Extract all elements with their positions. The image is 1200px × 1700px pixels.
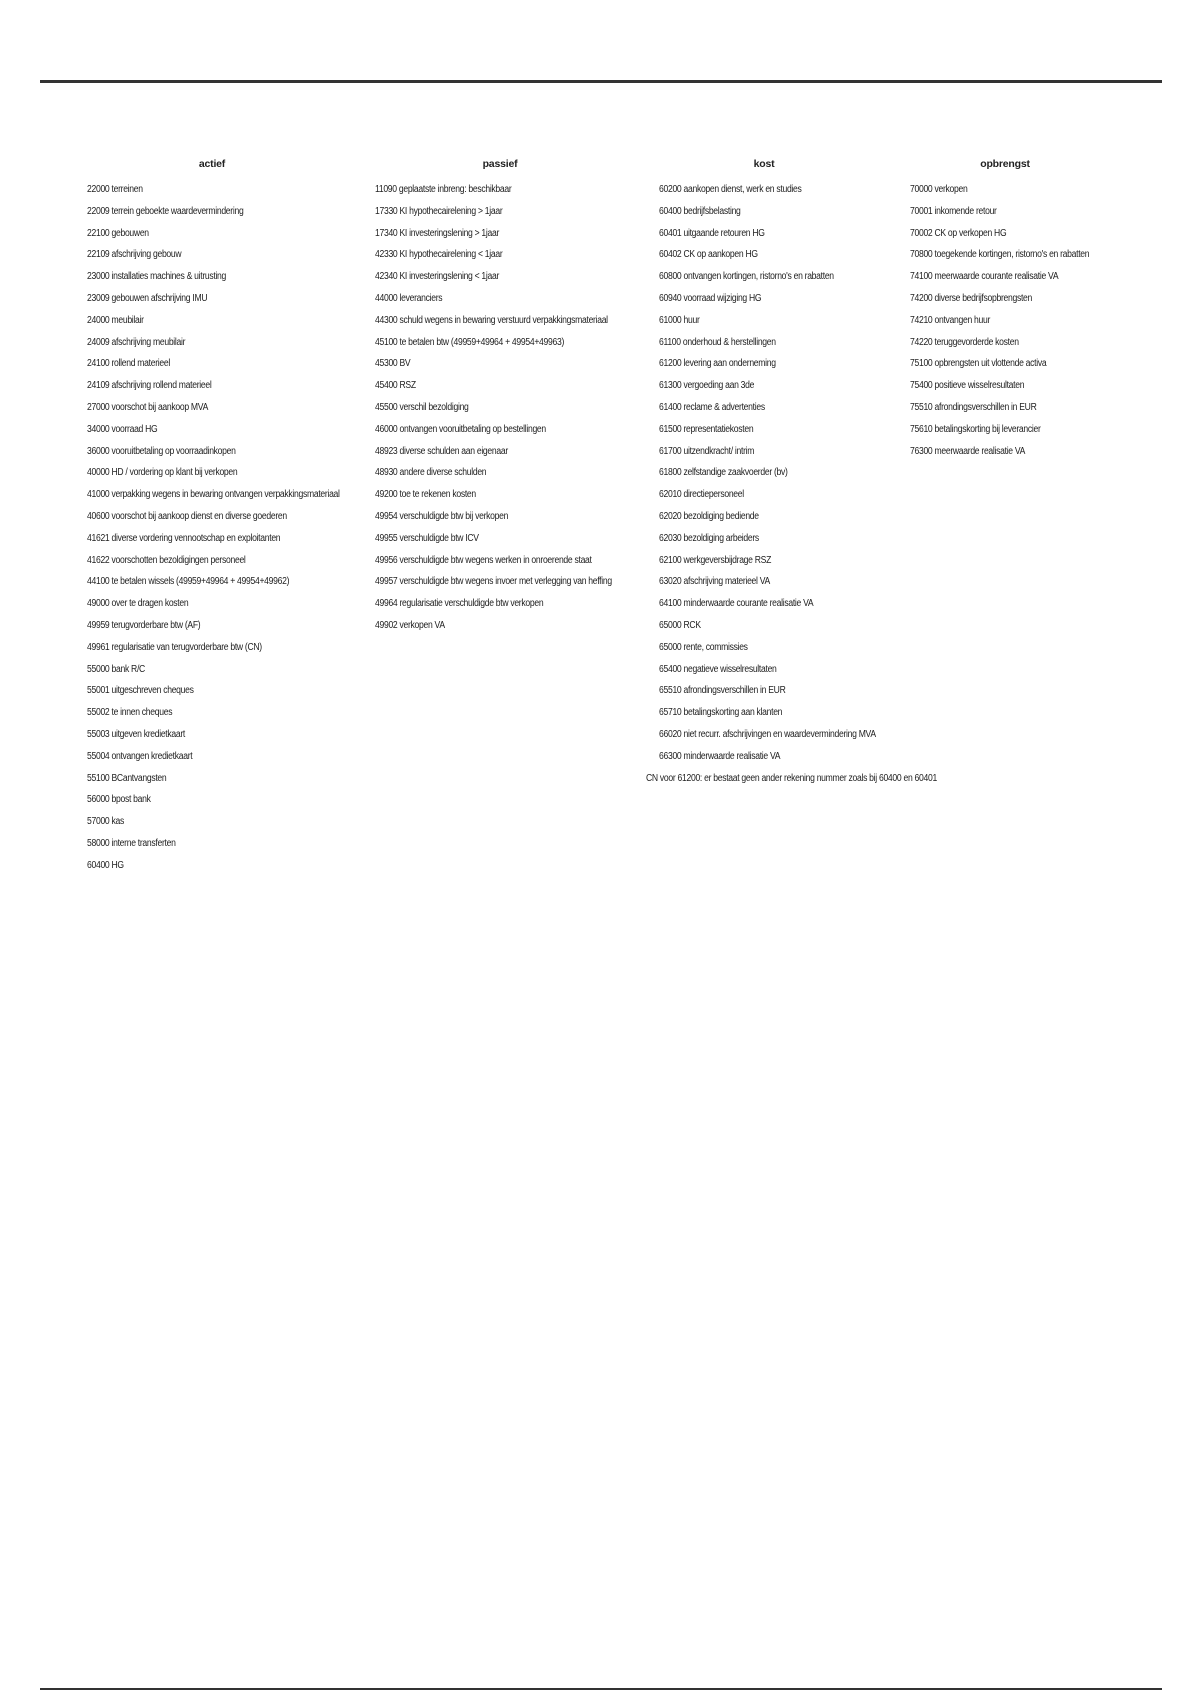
account-item: 74200 diverse bedrijfsopbrengsten xyxy=(910,292,1033,304)
account-item: 40600 voorschot bij aankoop dienst en diverse goederen xyxy=(87,510,287,522)
account-item: 65710 betalingskorting aan klanten xyxy=(659,707,783,719)
account-item: 22109 afschrijving gebouw xyxy=(87,249,182,261)
account-item: 75100 opbrengsten uit vlottende activa xyxy=(910,358,1047,370)
account-item: 42330 KI hypothecairelening < 1jaar xyxy=(375,249,503,261)
column-title: actief xyxy=(198,158,226,170)
account-item: 62100 werkgeversbijdrage RSZ xyxy=(659,554,772,566)
account-list xyxy=(910,179,1160,462)
header-rule xyxy=(40,80,1162,83)
account-item: 40000 HD / vordering op klant bij verkopen xyxy=(87,467,238,479)
account-item: 24009 afschrijving meubilair xyxy=(87,336,186,348)
account-item: 76300 meerwaarde realisatie VA xyxy=(910,445,1026,457)
account-item: 49957 verschuldigde btw wegens invoer met verlegging van heffing xyxy=(375,576,612,588)
account-item: 55000 bank R/C xyxy=(87,663,145,675)
account-item: 60400 bedrijfsbelasting xyxy=(659,205,741,217)
column-passief xyxy=(375,157,625,637)
account-item: 41622 voorschotten bezoldigingen personeel xyxy=(87,554,246,566)
account-item: 23000 installaties machines & uitrusting xyxy=(87,271,227,283)
account-item: 61700 uitzendkracht/ intrim xyxy=(659,445,755,457)
account-item: 49956 verschuldigde btw wegens werken in onroerende staat xyxy=(375,554,592,566)
account-item: 36000 vooruitbetaling op voorraadinkopen xyxy=(87,445,236,457)
account-item: 65510 afrondingsverschillen in EUR xyxy=(659,685,786,697)
account-item: 42340 KI investeringslening < 1jaar xyxy=(375,271,500,283)
account-item: 49000 over te dragen kosten xyxy=(87,598,189,610)
account-item: 66300 minderwaarde realisatie VA xyxy=(659,750,781,762)
account-item: 48923 diverse schulden aan eigenaar xyxy=(375,445,508,457)
account-item: 62030 bezoldiging arbeiders xyxy=(659,532,759,544)
account-item: 45400 RSZ xyxy=(375,380,416,392)
account-item: 63020 afschrijving materieel VA xyxy=(659,576,770,588)
account-item: 45100 te betalen btw (49959+49964 + 49954+49963) xyxy=(375,336,565,348)
account-item: 49961 regularisatie van terugvorderbare btw (CN) xyxy=(87,641,262,653)
account-item: 49954 verschuldigde btw bij verkopen xyxy=(375,510,509,522)
account-item: 61200 levering aan onderneming xyxy=(659,358,776,370)
account-item: 49955 verschuldigde btw ICV xyxy=(375,532,479,544)
account-item: 75400 positieve wisselresultaten xyxy=(910,380,1025,392)
account-item: 58000 interne transferten xyxy=(87,837,176,849)
account-list xyxy=(87,179,340,877)
kost-note: CN voor 61200: er bestaat geen ander rekening nummer zoals bij 60400 en 60401 xyxy=(646,772,937,784)
account-item: 46000 ontvangen vooruitbetaling op bestellingen xyxy=(375,423,546,435)
account-item: 60940 voorraad wijziging HG xyxy=(659,292,762,304)
account-item: 49964 regularisatie verschuldigde btw verkopen xyxy=(375,598,544,610)
account-item: 65400 negatieve wisselresultaten xyxy=(659,663,777,675)
account-item: 60401 uitgaande retouren HG xyxy=(659,227,765,239)
account-item: 61100 onderhoud & herstellingen xyxy=(659,336,776,348)
account-item: 70800 toegekende kortingen, ristorno's en rabatten xyxy=(910,249,1090,261)
account-item: 70002 CK op verkopen HG xyxy=(910,227,1007,239)
account-item: 66020 niet recurr. afschrijvingen en waardevermindering MVA xyxy=(659,728,876,740)
account-item: 45500 verschil bezoldiging xyxy=(375,401,469,413)
account-item: 61800 zelfstandige zaakvoerder (bv) xyxy=(659,467,788,479)
account-item: 60800 ontvangen kortingen, ristorno's en rabatten xyxy=(659,271,834,283)
account-item: 49959 terugvorderbare btw (AF) xyxy=(87,619,201,631)
footer-rule xyxy=(40,1688,1162,1690)
account-item: 62010 directiepersoneel xyxy=(659,489,744,501)
account-item: 48930 andere diverse schulden xyxy=(375,467,487,479)
account-item: 61500 representatiekosten xyxy=(659,423,754,435)
account-item: 75610 betalingskorting bij leverancier xyxy=(910,423,1041,435)
account-item: 41621 diverse vordering vennootschap en exploitanten xyxy=(87,532,281,544)
account-item: 70001 inkomende retour xyxy=(910,205,997,217)
account-list xyxy=(659,179,889,768)
account-item: 61400 reclame & advertenties xyxy=(659,401,765,413)
account-item: 74100 meerwaarde courante realisatie VA xyxy=(910,271,1059,283)
account-item: 60200 aankopen dienst, werk en studies xyxy=(659,184,802,195)
column-kost xyxy=(646,157,937,789)
account-item: 34000 voorraad HG xyxy=(87,423,158,435)
account-item: 49200 toe te rekenen kosten xyxy=(375,489,476,501)
account-item: 55100 BCantvangsten xyxy=(87,772,167,784)
account-item: 57000 kas xyxy=(87,816,124,828)
account-item: 24109 afschrijving rollend materieel xyxy=(87,380,212,392)
account-item: 60400 HG xyxy=(87,859,124,871)
account-item: 23009 gebouwen afschrijving IMU xyxy=(87,292,208,304)
account-item: 22009 terrein geboekte waardevermindering xyxy=(87,205,244,217)
account-item: 75510 afrondingsverschillen in EUR xyxy=(910,401,1037,413)
account-item: 56000 bpost bank xyxy=(87,794,151,806)
account-item: 45300 BV xyxy=(375,358,411,370)
account-item: 64100 minderwaarde courante realisatie VA xyxy=(659,598,814,610)
account-item: 65000 rente, commissies xyxy=(659,641,748,653)
account-item: 49902 verkopen VA xyxy=(375,619,445,631)
column-title: opbrengst xyxy=(980,158,1030,170)
account-item: 62020 bezoldiging bediende xyxy=(659,510,759,522)
account-item: 61000 huur xyxy=(659,314,700,326)
account-item: 55001 uitgeschreven cheques xyxy=(87,685,194,697)
column-opbrengst xyxy=(910,157,1160,462)
account-item: 41000 verpakking wegens in bewaring ontvangen verpakkingsmateriaal xyxy=(87,489,340,501)
account-item: 61300 vergoeding aan 3de xyxy=(659,380,755,392)
account-item: 22100 gebouwen xyxy=(87,227,149,239)
account-item: 22000 terreinen xyxy=(87,184,143,195)
column-title: passief xyxy=(482,158,518,170)
account-list xyxy=(375,179,625,637)
account-item: 44100 te betalen wissels (49959+49964 + 49954+49962) xyxy=(87,576,290,588)
account-item: 74210 ontvangen huur xyxy=(910,314,991,326)
account-item: 55004 ontvangen kredietkaart xyxy=(87,750,193,762)
account-item: 24000 meubilair xyxy=(87,314,144,326)
account-item: 65000 RCK xyxy=(659,619,701,631)
account-item: 60402 CK op aankopen HG xyxy=(659,249,758,261)
account-item: 55002 te innen cheques xyxy=(87,707,173,719)
account-item: 17340 KI investeringslening > 1jaar xyxy=(375,227,500,239)
account-item: 70000 verkopen xyxy=(910,184,968,195)
account-item: 27000 voorschot bij aankoop MVA xyxy=(87,401,209,413)
account-item: 17330 KI hypothecairelening > 1jaar xyxy=(375,205,503,217)
account-item: 74220 teruggevorderde kosten xyxy=(910,336,1019,348)
column-actief xyxy=(87,157,340,877)
account-item: 24100 rollend materieel xyxy=(87,358,170,370)
account-item: 44000 leveranciers xyxy=(375,292,443,304)
account-item: 44300 schuld wegens in bewaring verstuurd verpakkingsmateriaal xyxy=(375,314,608,326)
account-item: 55003 uitgeven kredietkaart xyxy=(87,728,186,740)
account-item: 11090 geplaatste inbreng: beschikbaar xyxy=(375,184,512,195)
column-title: kost xyxy=(753,158,775,170)
